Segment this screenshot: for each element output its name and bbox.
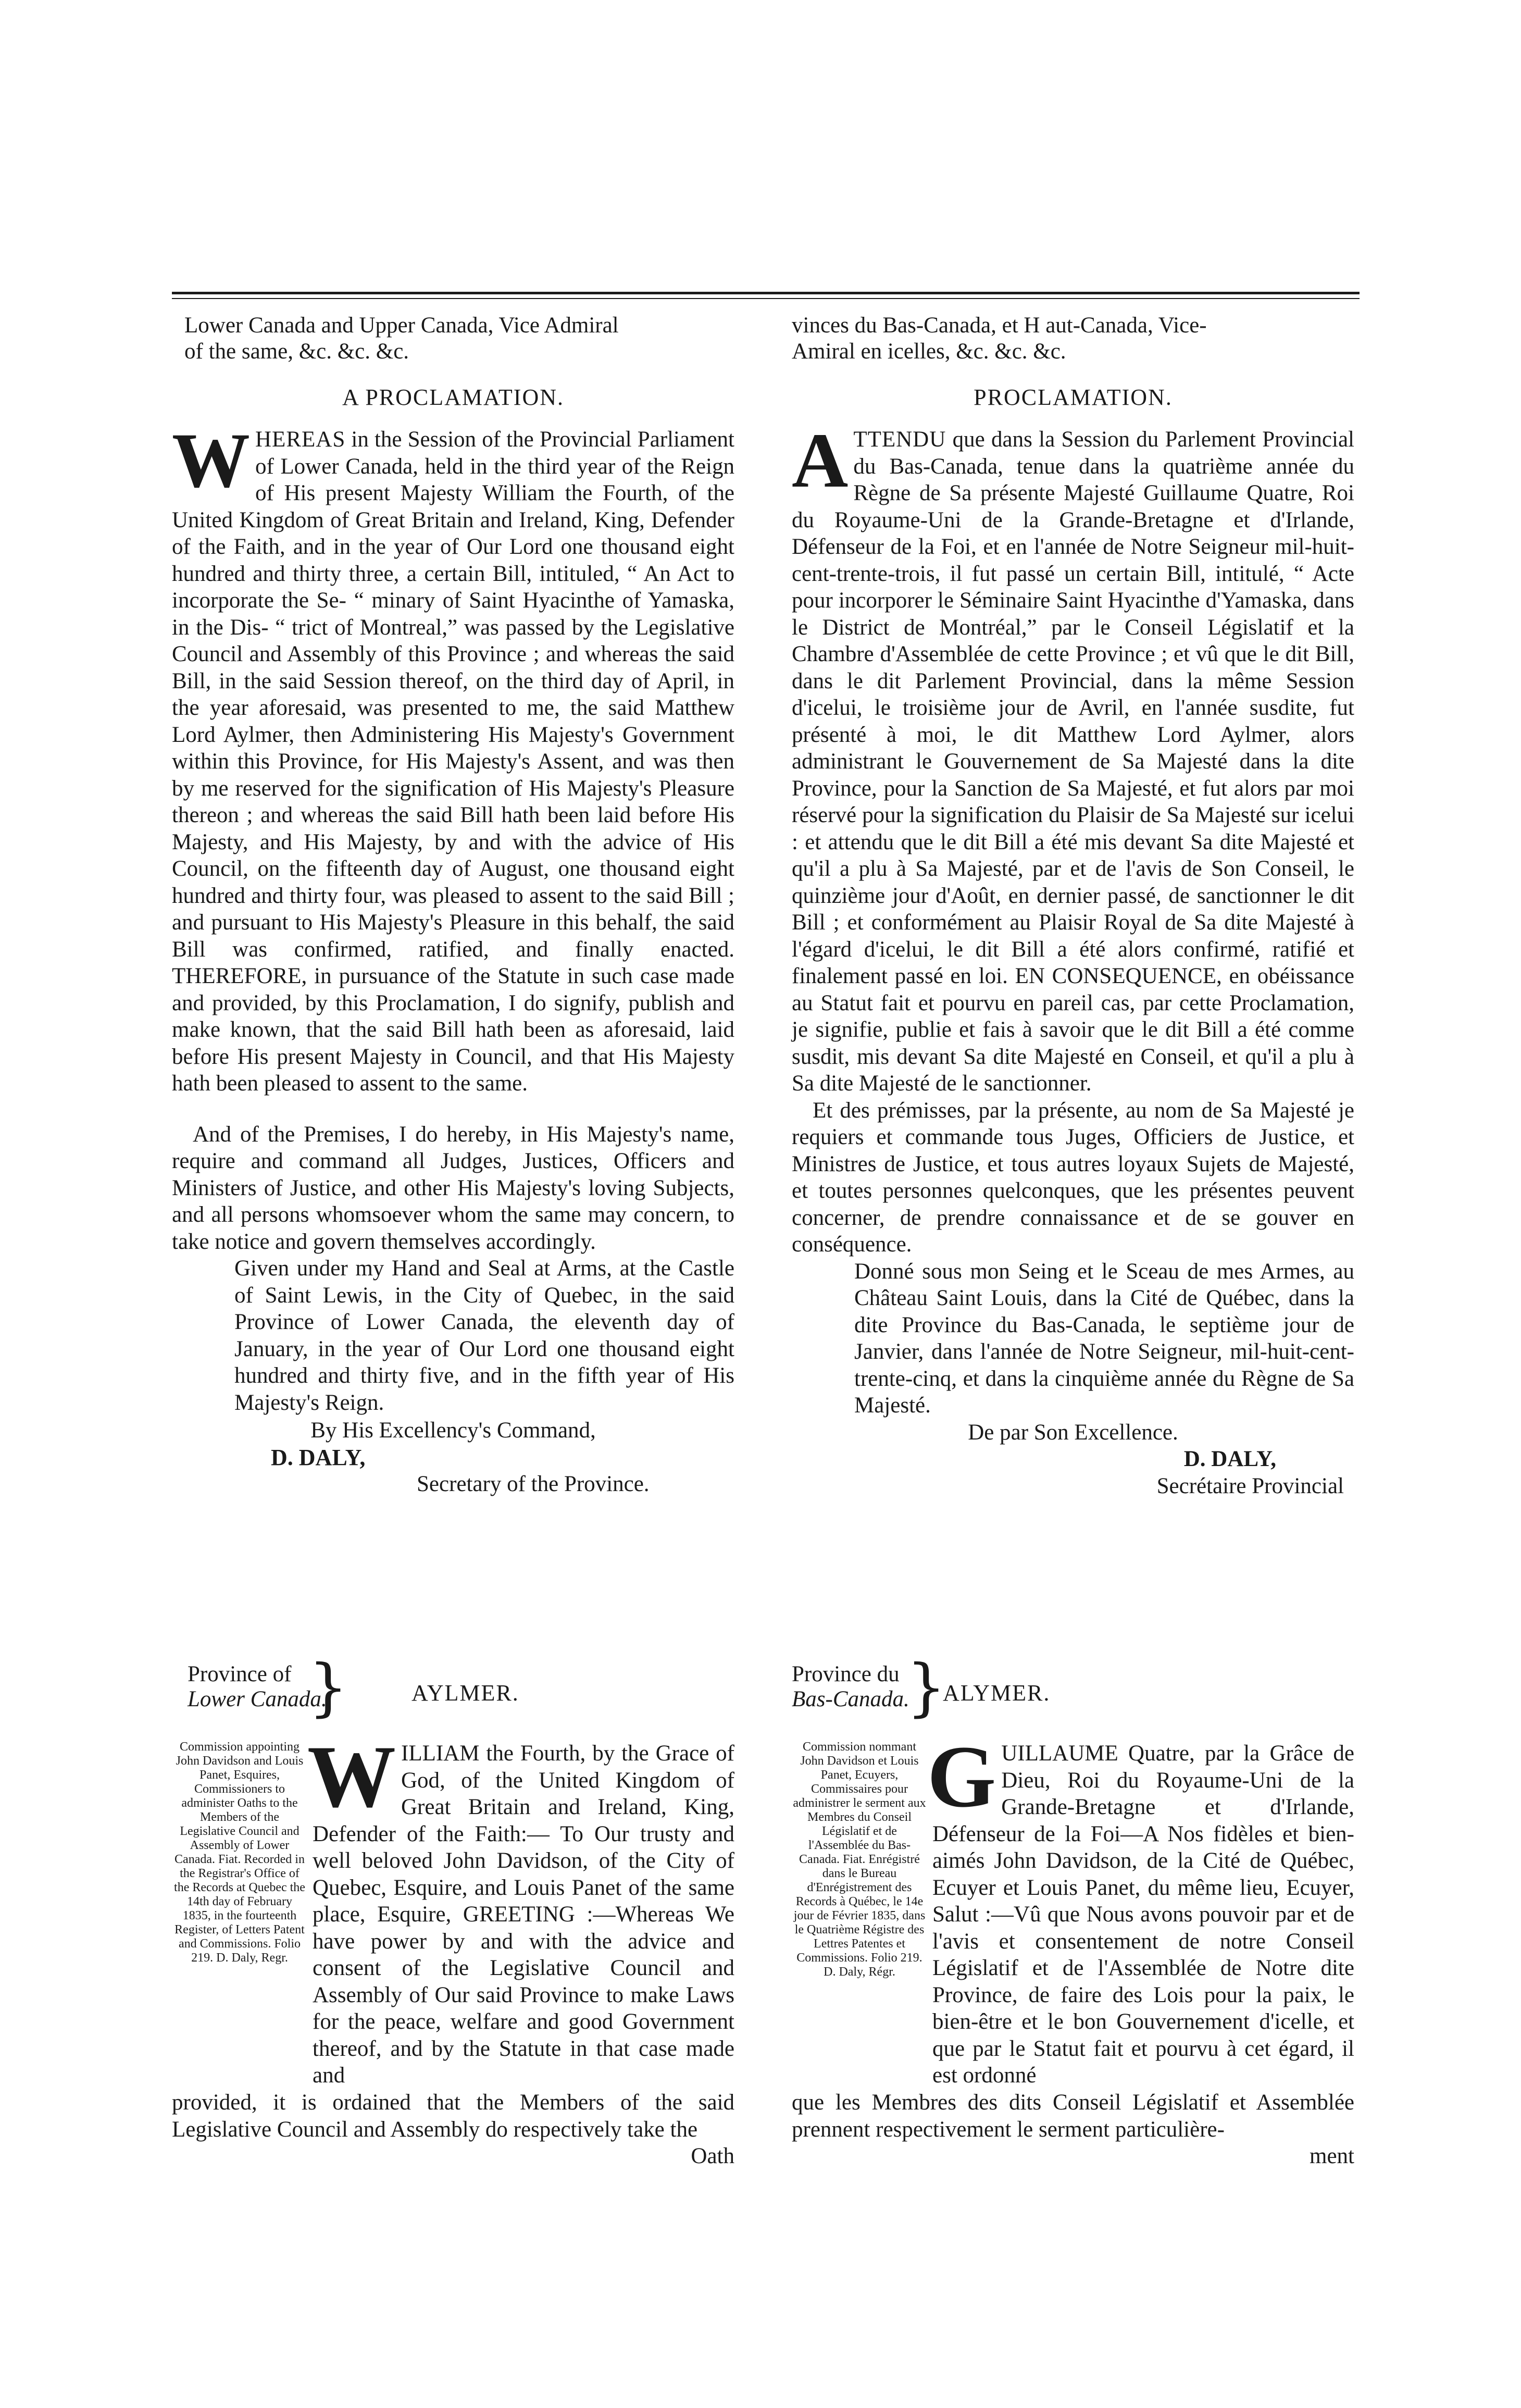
french-commission-cont-text: que les Membres des dits Conseil Législatif et Assemblée prennent respectivement le serment particulière- xyxy=(792,2090,1354,2142)
french-paragraph-1-text: que dans la Session du Parlement Provincial du Bas-Canada, tenue dans la quatrième année du Règne de Sa présente Majesté Guillaume Quatre, Roi du Royaume-Uni de la Grande-Bretagne et d'Irlande, Défenseur de la Foi, et en l'année de Notre Seigneur mil-huit-cent-trente-trois, il fut passé un certain Bill, intitulé, “ Acte pour incorporer le Séminaire Saint Hyacinthe d'Yamaska, dans le District de Montréal,” par le Conseil Législatif et la Chambre d'Assemblée de cette Province ; et vû que le dit Bill, dans le dit Parlement Provincial, dans la même Session d'icelui, le troisième jour de Avril, en l'année susdite, fut présenté à moi, le dit Matthew Lord Aylmer, alors administrant le Gouvernement de Sa Majesté dans la dite Province, pour la Sanction de Sa Majesté, et fut alors par moi réservé pour la signification du Plaisir de Sa Majesté sur icelui : et attendu que le dit Bill a été mis devant Sa dite Majesté et qu'il a plu à Sa Majesté, par et de l'avis de Son Conseil, le quinzième jour d'Août, en dernier passé, de sanctionner le dit Bill ; et conformément au Plaisir Royal de Sa dite Majesté à l'égard d'icelui, le dit Bill a été alors confirmé, ratifié et finalement passé en loi. EN CONSEQUENCE, en obéissance au Statut fait et pourvu en pareil cas, par cette Proclamation, je signifie, publie et fais à savoir que le dit Bill a été comme susdit, mis devant Sa dite Majesté en Conseil, et qu'il a plu à Sa dite Majesté de le sanctionner. xyxy=(792,427,1354,1096)
french-header-line1: vinces du Bas-Canada, et H aut-Canada, Vice- xyxy=(792,313,1207,338)
french-command-line: De par Son Excellence. xyxy=(968,1420,1178,1445)
english-dropcap: W xyxy=(172,417,250,504)
english-margin-note: Commission appointing John Davidson and Louis Panet, Esquires, Commissioners to administer Oaths to the Members of the Legislative Council and Assembly of Lower Canada. Fiat. Recorded in the Registrar's Office of the Records at Quebec the 14th day of February 1835, in the fourteenth Register, of Letters Patent and Commissions. Folio 219. D. Daly, Regr. xyxy=(174,1740,305,1965)
english-command-line: By His Excellency's Command, xyxy=(310,1418,596,1443)
english-province-line2: Lower Canada. xyxy=(188,1687,327,1711)
french-paragraph-2: Et des prémisses, par la présente, au nom de Sa Majesté je requiers et commande tous Juges, Officiers de Justice, et Ministres de Justice, et tous autres loyaux Sujets de Majesté, et toutes personnes quelconques, que les présentes peuvent concerner, de prendre connaissance et de se gouver en conséquence. xyxy=(792,1098,1354,1257)
english-commission-cont-text: provided, it is ordained that the Members of the said Legislative Council and Assembly do respectively take the xyxy=(172,2090,734,2142)
english-lead-word: HEREAS xyxy=(255,427,346,452)
english-given-text: Given under my Hand and Seal at Arms, at the Castle of Saint Lewis, in the City of Quebec, in the said Province of Lower Canada, the eleventh day of January, in the year of Our Lord one thousand eight hundred and thirty five, and in the fifth year of His Majesty's Reign. xyxy=(234,1256,734,1415)
french-commission-text xyxy=(927,1728,1354,2089)
french-commission-lead: UILLAUME xyxy=(1001,1741,1118,1766)
english-province-line1: Province of xyxy=(188,1662,292,1686)
english-signer-title: Secretary of the Province. xyxy=(417,1472,650,1496)
english-governor: AYLMER. xyxy=(412,1680,519,1706)
french-province-line2: Bas-Canada. xyxy=(792,1687,909,1711)
english-commission-text xyxy=(307,1728,734,2089)
english-signer: D. DALY, xyxy=(271,1444,366,1470)
french-commission-paragraph xyxy=(927,1728,1354,2089)
english-commission-lead: ILLIAM xyxy=(401,1741,480,1766)
english-commission-paragraph xyxy=(307,1728,734,2089)
english-province-name xyxy=(188,1662,327,1712)
english-commission-body: the Fourth, by the Grace of God, of the United Kingdom of Great Britain and Ireland, King, Defender of the Faith:— To Our trusty and well beloved John Davidson, of the City of Quebec, Esquire, and Louis Panet of the same place, Esquire, GREETING :—Whereas We have power by and with the advice and consent of the Legislative Council and Assembly of Our said Province to make Laws for the peace, welfare and good Government thereof, and by the Statute in that case made and xyxy=(313,1741,734,2088)
english-header xyxy=(172,313,734,365)
french-dropcap: A xyxy=(792,417,849,504)
english-province-block xyxy=(172,1652,734,1724)
brace-icon: } xyxy=(308,1652,348,1724)
english-column xyxy=(172,313,734,1498)
english-paragraph-2: And of the Premises, I do hereby, in His Majesty's name, require and command all Judges, Justices, Officers and Ministers of Justice, and other His Majesty's loving Subjects, and all persons whomsoever whom the same may concern, to take notice and govern themselves accordingly. xyxy=(172,1122,734,1254)
french-commission-body: Quatre, par la Grâce de Dieu, Roi du Royaume-Uni de la Grande-Bretagne et d'Irlande, Défenseur de la Foi—A Nos fidèles et bien-aimés John Davidson, de la Cité de Québec, Ecuyer et Louis Panet, du même lieu, Ecuyer, Salut :—Vû que Nous avons pouvoir par et de l'avis et consentement de notre Conseil Législatif et de l'Assemblée de Notre dite Province, de faire des Lois pour la paix, le bien-être et le bon Gouvernement d'icelle, et que par le Statut fait et pourvu à cet égard, il est ordonné xyxy=(932,1741,1354,2088)
french-commission-dropcap: G xyxy=(927,1728,996,1826)
top-rule-thin xyxy=(172,298,1360,299)
french-given-text: Donné sous mon Seing et le Sceau de mes Armes, au Château Saint Louis, dans la Cité de Québec, dans la dite Province du Bas-Canada, le septième jour de Janvier, dans l'année de Notre Seigneur, mil-huit-cent-trente-cinq, et dans la cinquième année du Règne de Sa Majesté. xyxy=(854,1259,1354,1418)
french-catchword: ment xyxy=(1310,2144,1354,2168)
english-commission-dropcap: W xyxy=(307,1728,396,1826)
brace-icon: } xyxy=(906,1652,946,1724)
french-province-block xyxy=(792,1652,1354,1724)
english-commission-continuation xyxy=(172,2089,734,2170)
english-catchword: Oath xyxy=(691,2144,734,2168)
french-margin-note: Commission nommant John Davidson et Louis Panet, Ecuyers, Commissaires pour administrer le serment aux Membres du Conseil Législatif et de l'Assemblée du Bas-Canada. Fiat. Enrégistré dans le Bureau d'Enrégistrement des Records à Québec, le 14e jour de Février 1835, dans le Quatrième Régistre des Lettres Patentes et Commissions. Folio 219. D. Daly, Régr. xyxy=(793,1740,926,1979)
top-rule xyxy=(172,292,1360,294)
french-lead-word: TTENDU xyxy=(853,427,946,452)
english-given-clause xyxy=(234,1255,734,1416)
french-header-line2: Amiral en icelles, &c. &c. &c. xyxy=(792,339,1066,364)
french-given-clause xyxy=(854,1258,1354,1419)
english-paragraph-1-text: in the Session of the Provincial Parliament of Lower Canada, held in the third year of the Reign of His present Majesty William the Fourth, of the United Kingdom of Great Britain and Ireland, King, Defender of the Faith, and in the year of Our Lord one thousand eight hundred and thirty three, a certain Bill, intituled, “ An Act to incorporate the Se- “ minary of Saint Hyacinthe of Yamaska, in the Dis- “ trict of Montreal,” was passed by the Legislative Council and Assembly of this Province ; and whereas the said Bill, in the said Session thereof, on the third day of April, in the year aforesaid, was presented to me, the said Matthew Lord Aylmer, then Administering His Majesty's Government within this Province, for His Majesty's Assent, and was then by me reserved for the signification of His Majesty's Pleasure thereon ; and whereas the said Bill hath been laid before His Majesty, and His Majesty, by and with the advice of His Council, on the fifteenth day of August, one thousand eight hundred and thirty four, was pleased to assent to the said Bill ; and pursuant to His Majesty's Pleasure in this behalf, the said Bill was confirmed, ratified, and finally enacted. THEREFORE, in pursuance of the Statute in such case made and provided, by this Proclamation, I do signify, publish and make known, that the said Bill hath been as aforesaid, laid before His present Majesty in Council, and that His Majesty hath been pleased to assent to the same. xyxy=(172,427,734,1096)
french-commission-section xyxy=(792,1652,1354,2168)
french-signer-title: Secrétaire Provincial xyxy=(1156,1473,1344,1498)
french-header xyxy=(792,313,1354,365)
french-province-name xyxy=(792,1662,909,1712)
french-title: PROCLAMATION. xyxy=(974,384,1173,410)
french-signer: D. DALY, xyxy=(1183,1447,1276,1471)
french-column xyxy=(792,313,1354,1499)
english-paragraph-1 xyxy=(172,417,734,1097)
english-commission-section xyxy=(172,1652,734,2168)
french-province-line1: Province du xyxy=(792,1662,900,1686)
english-header-line2: of the same, &c. &c. &c. xyxy=(184,339,409,364)
english-header-line1: Lower Canada and Upper Canada, Vice Admiral xyxy=(184,313,619,338)
french-governor: ALYMER. xyxy=(943,1680,1051,1706)
french-commission-continuation xyxy=(792,2089,1354,2170)
french-paragraph-1 xyxy=(792,417,1354,1097)
english-title: A PROCLAMATION. xyxy=(342,384,565,410)
